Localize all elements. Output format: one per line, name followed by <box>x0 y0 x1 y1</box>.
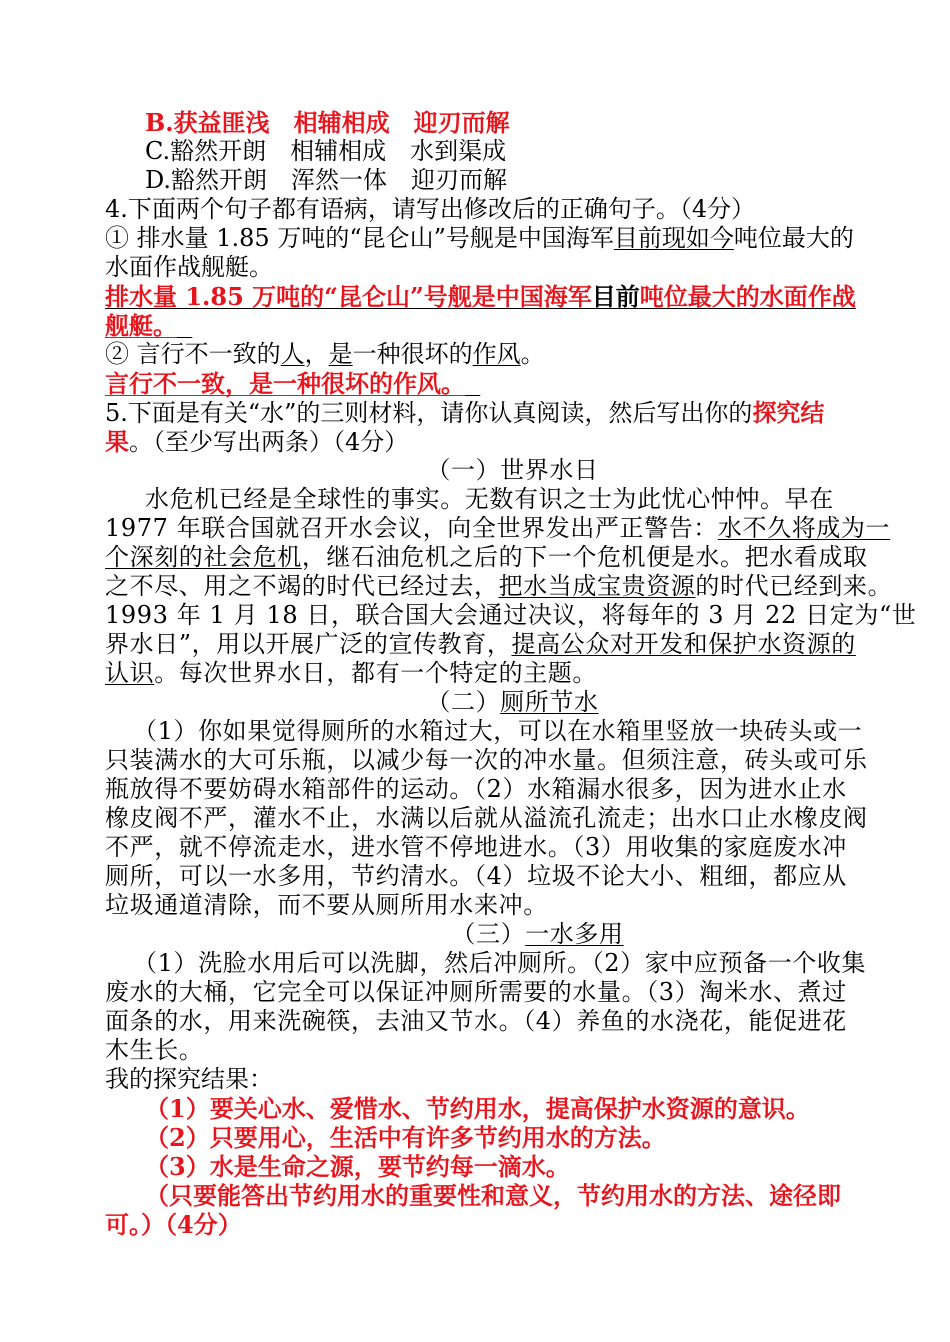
question-5-prompt-line-1: 5.下面是有关“水”的三则材料，请你认真阅读，然后写出你的探究结 <box>105 398 825 427</box>
material-2: （二）厕所节水 （1）你如果觉得厕所的水箱过大，可以在水箱里竖放一块砖头或一 只装满水的大可乐瓶，以减少每一次的冲水量。但须注意，砖头或可乐 瓶放得不要妨碍水箱部件的运动。（2）水箱漏水很多，因为进水止水 橡皮阀不严，灌水不止，水满以后就从溢流孔流走；出水口止水橡皮阀 不严，就不停流走水，进水管不停地进水。（3）用收集的家庭废水冲 厕所，可以一水多用，节约清水。（4）垃圾不论大小、粗细，都应从 垃圾通道清除，而不要从厕所用水来冲。 <box>105 688 920 920</box>
material-3-title: （三）一水多用 <box>451 920 624 948</box>
sentence-2: ② 言行不一致的人，是一种很坏的作风。 <box>105 340 545 368</box>
material-1-title: （一）世界水日 <box>426 456 599 484</box>
answer-1-line-1: 排水量 1.85 万吨的“昆仑山”号舰是中国海军目前吨位最大的水面作战 <box>105 282 856 311</box>
option-c: C.豁然开朗 相辅相成 水到渠成 <box>145 137 507 165</box>
result-answer-2: （2）只要用心，生活中有许多节约用水的方法。 <box>145 1123 666 1152</box>
result-note-line-1: （只要能答出节约用水的重要性和意义，节约用水的方法、途径即 <box>145 1181 841 1210</box>
option-d: D.豁然开朗 浑然一体 迎刃而解 <box>145 166 508 194</box>
underlined-error: 目前现如今 <box>613 224 734 252</box>
result-note-line-2: 可。）（4分） <box>105 1210 242 1239</box>
question-4-prompt: 4.下面两个句子都有语病，请写出修改后的正确句子。（4分） <box>105 195 756 223</box>
material-1: （一）世界水日 水危机已经是全球性的事实。无数有识之士为此忧心忡忡。早在 1977 年联合国就召开水会议，向全世界发出严正警告：水不久将成为一 个深刻的社会危机，继石油危机之后的下一个危机便是水。把水看成取 之不尽、用之不竭的时代已经过去，把水当成宝贵资源的时代已经到来。 1993 年 1 月 18 日，联合国大会通过决议，将每年的 3 月 22 日定为“世 界水日”，用以开展广泛的宣传教育，提高公众对开发和保护水资源的 认识。每次世界水日，都有一个特定的主题。 <box>105 456 920 688</box>
option-b: B.获益匪浅 相辅相成 迎刃而解 <box>145 108 510 137</box>
question-5-prompt-line-2: 果。（至少写出两条）（4分） <box>105 427 409 456</box>
sentence-1-line-1: ① 排水量 1.85 万吨的“昆仑山”号舰是中国海军目前现如今吨位最大的 <box>105 224 854 252</box>
result-answer-3: （3）水是生命之源，要节约每一滴水。 <box>145 1152 570 1181</box>
answer-2: 言行不一致，是一种很坏的作风。 <box>105 369 465 398</box>
document-page <box>105 108 920 1239</box>
material-3: （三）一水多用 （1）洗脸水用后可以洗脚，然后冲厕所。（2）家中应预备一个收集 废水的大桶，它完全可以保证冲厕所需要的水量。（3）淘米水、煮过 面条的水，用来洗碗筷，去油又节水。（4）养鱼的水浇花，能促进花 木生长。 <box>105 920 920 1065</box>
result-label: 我的探究结果： <box>105 1065 273 1093</box>
material-2-title: （二）厕所节水 <box>426 688 599 716</box>
answer-1-line-2: 舰艇。 <box>105 311 177 340</box>
sentence-1-line-2: 水面作战舰艇。 <box>105 253 273 281</box>
result-answer-1: （1）要关心水、爱惜水、节约用水，提高保护水资源的意识。 <box>145 1094 810 1123</box>
